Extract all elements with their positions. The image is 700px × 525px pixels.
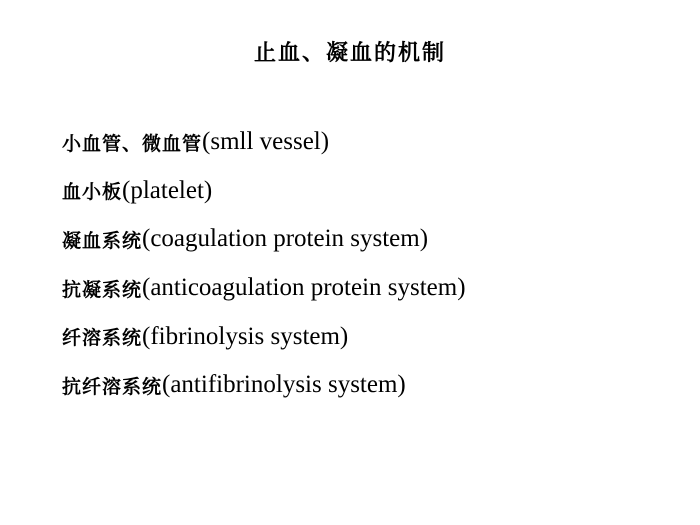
- item-english-label: (anticoagulation protein system): [142, 274, 466, 302]
- list-item: [62, 118, 466, 167]
- item-english-label: (antifibrinolysis system): [162, 371, 406, 399]
- item-english-label: (platelet): [122, 176, 213, 204]
- list-item: [62, 361, 466, 410]
- item-chinese-label: 凝血系统: [62, 229, 143, 252]
- item-chinese-label: 抗凝系统: [62, 278, 143, 301]
- item-english-label: (fibrinolysis system): [142, 322, 349, 350]
- item-english-label: (smll vessel): [202, 128, 330, 156]
- list-item: [62, 215, 466, 264]
- item-chinese-label: 纤溶系统: [62, 327, 143, 350]
- item-chinese-label: 小血管、微血管: [62, 132, 203, 155]
- item-chinese-label: 抗纤溶系统: [62, 375, 163, 398]
- list-item: [62, 312, 466, 361]
- list-item: [62, 264, 466, 313]
- item-chinese-label: 血小板: [62, 181, 123, 204]
- list-item: [62, 167, 466, 216]
- item-english-label: (coagulation protein system): [142, 225, 429, 253]
- item-list: [62, 118, 466, 410]
- slide-title: 止血、凝血的机制: [253, 41, 446, 66]
